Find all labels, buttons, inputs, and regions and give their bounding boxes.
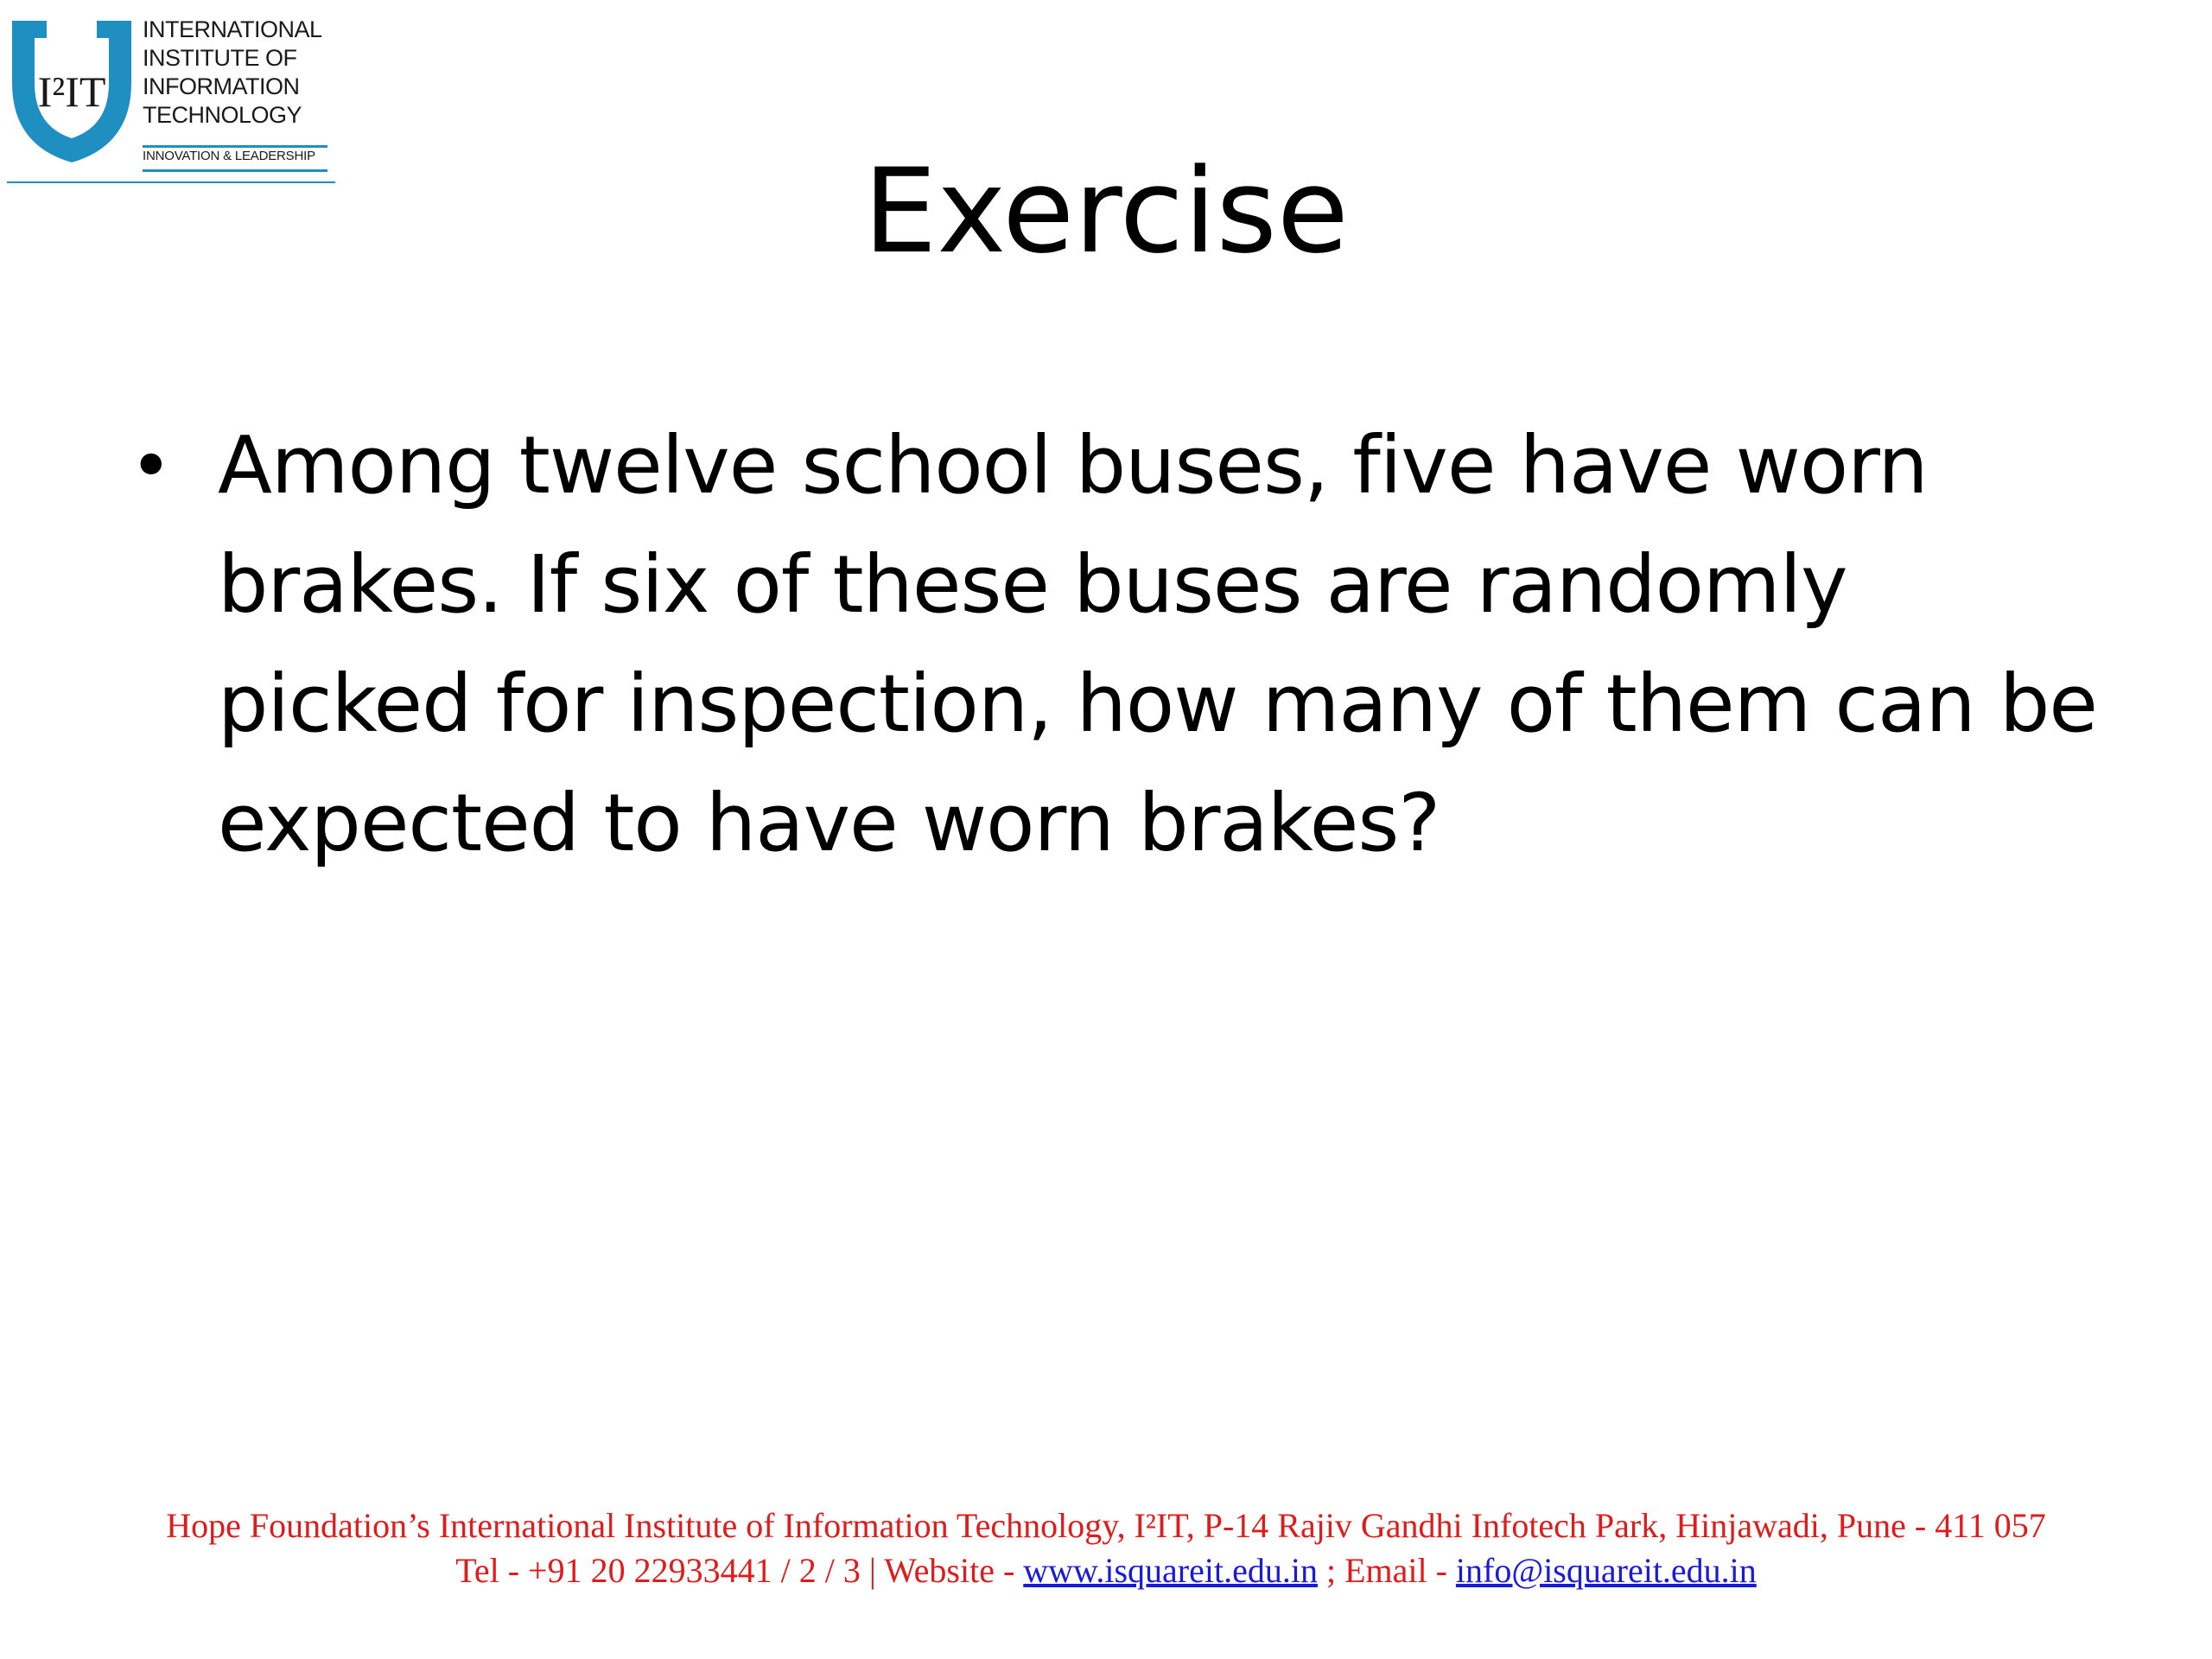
footer-tel: Tel - +91 20 22933441 / 2 / 3 | Website - — [455, 1551, 1024, 1590]
logo-line-3: INFORMATION — [143, 73, 300, 99]
footer-address: Hope Foundation’s International Institute of Information Technology, I²IT, P-14 Rajiv Gandhi Infotech Park, Hinjawadi, Pune - 411 057 — [166, 1506, 2046, 1545]
logo-line-2: INSTITUTE OF — [143, 45, 297, 71]
website-link[interactable]: www.isquareit.edu.in — [1023, 1551, 1318, 1590]
bullet-item — [130, 406, 2117, 883]
logo-line-1: INTERNATIONAL — [143, 16, 322, 42]
svg-text:I²IT: I²IT — [37, 67, 106, 116]
footer-email-label: ; Email - — [1317, 1551, 1456, 1590]
bullet-text: Among twelve school buses, five have worn brakes. If six of these buses are randomly picked for inspection, how many of them can be expected to have worn brakes? — [218, 419, 2097, 869]
slide-body — [130, 406, 2117, 883]
slide-title: Exercise — [863, 143, 1349, 279]
footer-contact — [0, 1548, 2212, 1593]
bullet-icon: • — [130, 423, 173, 508]
email-link[interactable]: info@isquareit.edu.in — [1455, 1551, 1757, 1590]
logo-line-4: TECHNOLOGY — [143, 102, 302, 128]
logo-tagline: INNOVATION & LEADERSHIP — [143, 149, 315, 163]
slide-footer — [0, 1503, 2212, 1593]
